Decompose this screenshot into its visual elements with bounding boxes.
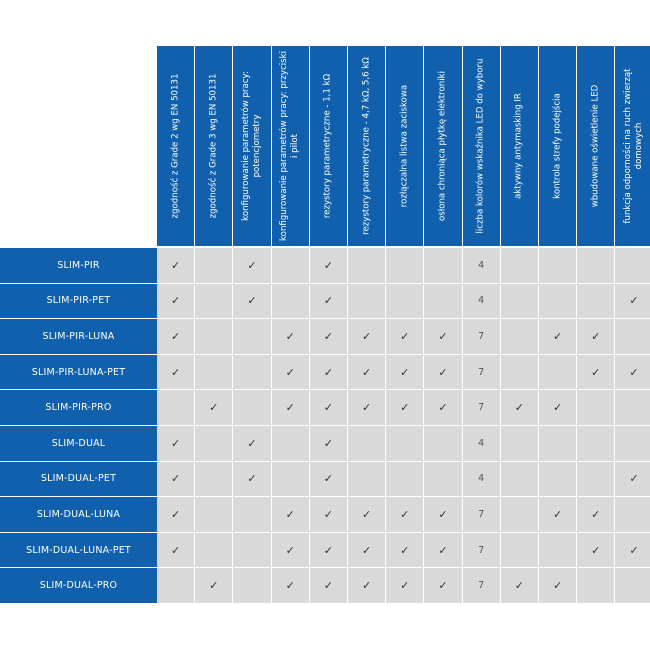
check-icon: ✓ (233, 248, 271, 284)
table-cell (615, 426, 650, 462)
check-icon: ✓ (310, 497, 348, 533)
check-icon: ✓ (310, 533, 348, 569)
row-label: SLIM-PIR-LUNA (0, 319, 157, 355)
table-cell (501, 355, 539, 391)
table-cell (577, 426, 615, 462)
table-cell (348, 426, 386, 462)
table-cell (577, 462, 615, 498)
check-icon: ✓ (157, 355, 195, 391)
table-cell (157, 390, 195, 426)
table-cell (577, 568, 615, 604)
check-icon: ✓ (272, 390, 310, 426)
check-icon: ✓ (386, 390, 424, 426)
check-icon: ✓ (272, 533, 310, 569)
check-icon: ✓ (310, 355, 348, 391)
check-icon: ✓ (348, 533, 386, 569)
row-label: SLIM-PIR-PET (0, 284, 157, 320)
table-cell: 7 (463, 568, 501, 604)
check-icon: ✓ (424, 319, 462, 355)
table-cell (233, 355, 271, 391)
table-cell (386, 284, 424, 320)
table-cell (233, 568, 271, 604)
column-header-label: konfigurowanie parametrów pracy: przyciski i pilot (279, 51, 301, 241)
table-cell (539, 462, 577, 498)
check-icon: ✓ (386, 319, 424, 355)
check-icon: ✓ (157, 497, 195, 533)
check-icon: ✓ (157, 533, 195, 569)
row-label: SLIM-DUAL (0, 426, 157, 462)
column-header (501, 46, 539, 246)
check-icon: ✓ (424, 355, 462, 391)
check-icon: ✓ (157, 284, 195, 320)
table-cell (615, 568, 650, 604)
table-cell (348, 462, 386, 498)
table-cell (424, 248, 462, 284)
column-header-label: kontrola strefy podejścia (552, 93, 563, 199)
check-icon: ✓ (272, 497, 310, 533)
table-cell (539, 248, 577, 284)
table-cell (272, 426, 310, 462)
column-header (233, 46, 271, 246)
check-icon: ✓ (539, 568, 577, 604)
column-header-label: zgodność z Grade 2 wg EN 50131 (170, 73, 181, 219)
table-cell: 7 (463, 390, 501, 426)
column-header (157, 46, 195, 246)
check-icon: ✓ (272, 319, 310, 355)
check-icon: ✓ (348, 319, 386, 355)
table-cell (233, 497, 271, 533)
column-header-label: rozłączalna listwa zaciskowa (399, 84, 410, 208)
table-cell: 7 (463, 533, 501, 569)
check-icon: ✓ (615, 284, 650, 320)
table-cell (501, 462, 539, 498)
column-header-label: liczba kolorów wskaźnika LED do wyboru (475, 58, 486, 234)
table-cell: 4 (463, 426, 501, 462)
check-icon: ✓ (233, 284, 271, 320)
check-icon: ✓ (424, 497, 462, 533)
table-cell (615, 319, 650, 355)
row-label: SLIM-DUAL-LUNA-PET (0, 533, 157, 569)
table-cell (195, 248, 233, 284)
column-header-label: osłona chroniąca płytkę elektroniki (437, 71, 448, 221)
table-cell (195, 284, 233, 320)
table-cell (539, 355, 577, 391)
row-label: SLIM-PIR-PRO (0, 390, 157, 426)
check-icon: ✓ (348, 497, 386, 533)
check-icon: ✓ (424, 568, 462, 604)
check-icon: ✓ (272, 355, 310, 391)
column-header (615, 46, 650, 246)
check-icon: ✓ (615, 533, 650, 569)
table-cell (272, 248, 310, 284)
column-header (310, 46, 348, 246)
table-cell (501, 319, 539, 355)
row-label: SLIM-PIR (0, 248, 157, 284)
table-cell (615, 390, 650, 426)
check-icon: ✓ (195, 568, 233, 604)
column-header-label: funkcja odporności na ruch zwierząt domowych (622, 68, 644, 224)
table-cell (539, 426, 577, 462)
check-icon: ✓ (424, 533, 462, 569)
table-cell (501, 284, 539, 320)
table-cell (501, 426, 539, 462)
table-cell: 7 (463, 497, 501, 533)
check-icon: ✓ (615, 355, 650, 391)
check-icon: ✓ (310, 568, 348, 604)
check-icon: ✓ (310, 462, 348, 498)
column-header (577, 46, 615, 246)
row-label: SLIM-PIR-LUNA-PET (0, 355, 157, 391)
row-label: SLIM-DUAL-PRO (0, 568, 157, 604)
check-icon: ✓ (424, 390, 462, 426)
column-header (195, 46, 233, 246)
check-icon: ✓ (272, 568, 310, 604)
column-header-label: wbudowane oświetlenie LED (590, 84, 601, 208)
table-cell (577, 390, 615, 426)
table-cell (539, 533, 577, 569)
check-icon: ✓ (386, 355, 424, 391)
table-cell (233, 319, 271, 355)
table-cell (501, 533, 539, 569)
check-icon: ✓ (386, 568, 424, 604)
table-cell: 7 (463, 355, 501, 391)
table-cell (195, 533, 233, 569)
table-cell (195, 497, 233, 533)
table-cell (424, 284, 462, 320)
column-header-label: konfigurowanie parametrów pracy: potencjometry (240, 71, 262, 221)
check-icon: ✓ (348, 568, 386, 604)
table-cell (195, 319, 233, 355)
check-icon: ✓ (539, 390, 577, 426)
column-header (463, 46, 501, 246)
column-header (272, 46, 310, 246)
table-cell (233, 390, 271, 426)
table-cell (348, 248, 386, 284)
row-label: SLIM-DUAL-PET (0, 462, 157, 498)
check-icon: ✓ (157, 426, 195, 462)
table-cell (195, 462, 233, 498)
table-cell (615, 248, 650, 284)
check-icon: ✓ (310, 426, 348, 462)
check-icon: ✓ (195, 390, 233, 426)
table-cell (577, 284, 615, 320)
check-icon: ✓ (157, 462, 195, 498)
check-icon: ✓ (233, 426, 271, 462)
row-label: SLIM-DUAL-LUNA (0, 497, 157, 533)
check-icon: ✓ (310, 390, 348, 426)
table-cell (386, 426, 424, 462)
check-icon: ✓ (577, 355, 615, 391)
check-icon: ✓ (310, 284, 348, 320)
table-cell (501, 248, 539, 284)
table-cell (272, 284, 310, 320)
column-header-label: aktywny antymasking IR (513, 93, 524, 199)
table-cell (386, 462, 424, 498)
table-cell (539, 284, 577, 320)
table-cell (272, 462, 310, 498)
check-icon: ✓ (539, 497, 577, 533)
table-cell: 4 (463, 284, 501, 320)
table-cell (195, 426, 233, 462)
check-icon: ✓ (310, 248, 348, 284)
table-cell (348, 284, 386, 320)
check-icon: ✓ (501, 568, 539, 604)
check-icon: ✓ (310, 319, 348, 355)
check-icon: ✓ (386, 497, 424, 533)
table-cell: 4 (463, 248, 501, 284)
check-icon: ✓ (577, 319, 615, 355)
check-icon: ✓ (386, 533, 424, 569)
table-cell (386, 248, 424, 284)
check-icon: ✓ (577, 533, 615, 569)
column-header (539, 46, 577, 246)
check-icon: ✓ (233, 462, 271, 498)
column-header-label: rezystory parametryczne - 1,1 kΩ (322, 73, 333, 219)
check-icon: ✓ (615, 462, 650, 498)
column-header (424, 46, 462, 246)
table-cell: 7 (463, 319, 501, 355)
table-cell (195, 355, 233, 391)
table-cell (577, 248, 615, 284)
table-cell (233, 533, 271, 569)
check-icon: ✓ (348, 390, 386, 426)
table-cell (424, 462, 462, 498)
column-header-label: zgodność z Grade 3 wg EN 50131 (208, 73, 219, 219)
check-icon: ✓ (348, 355, 386, 391)
check-icon: ✓ (577, 497, 615, 533)
column-header (386, 46, 424, 246)
table-cell: 4 (463, 462, 501, 498)
check-icon: ✓ (501, 390, 539, 426)
check-icon: ✓ (539, 319, 577, 355)
table-cell (615, 497, 650, 533)
column-header (348, 46, 386, 246)
column-header-label: rezystory parametryczne - 4,7 kΩ, 5,6 kΩ (361, 57, 372, 235)
check-icon: ✓ (157, 248, 195, 284)
table-cell (157, 568, 195, 604)
check-icon: ✓ (157, 319, 195, 355)
table-cell (424, 426, 462, 462)
table-cell (501, 497, 539, 533)
